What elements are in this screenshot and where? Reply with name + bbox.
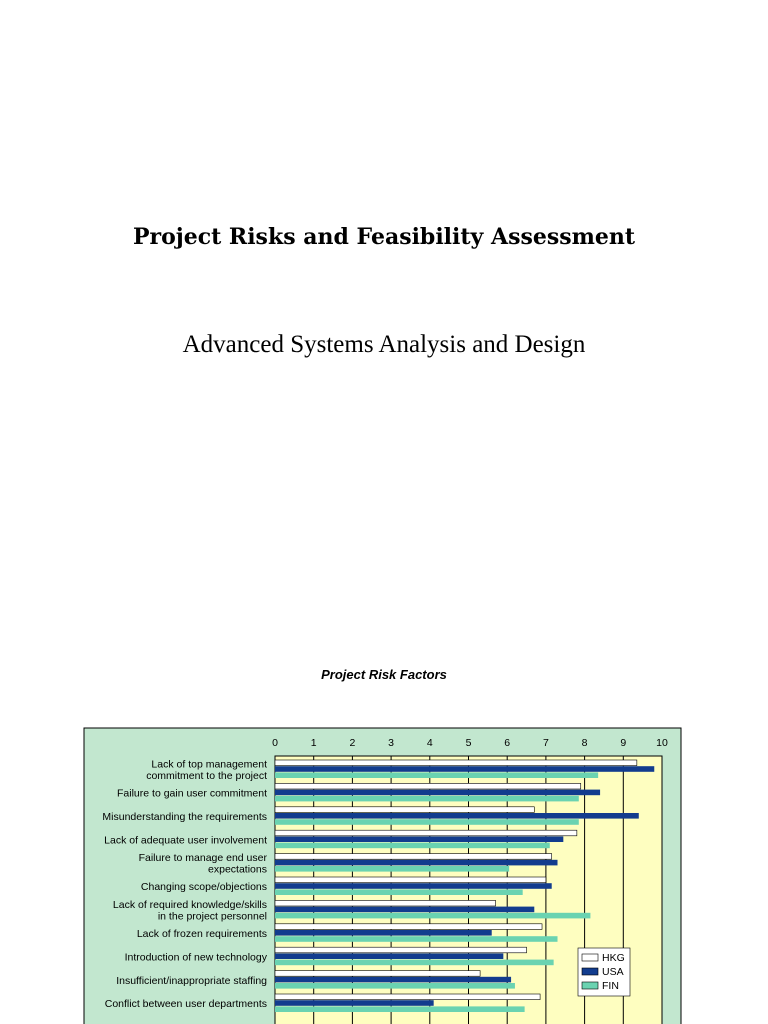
x-tick-label: 5	[465, 737, 472, 749]
bar-fin	[275, 843, 550, 849]
slide-title: Project Risks and Feasibility Assessment	[132, 224, 636, 250]
bar-fin	[275, 772, 598, 778]
category-label: Lack of frozen requirements	[136, 928, 267, 940]
bar-hkg	[275, 924, 542, 930]
x-tick-label: 7	[542, 737, 549, 749]
category-label: Introduction of new technology	[124, 951, 267, 964]
bar-usa	[275, 977, 511, 983]
slide-subtitle: Advanced Systems Analysis and Design	[182, 331, 586, 358]
bar-usa	[275, 907, 534, 913]
bar-usa	[275, 813, 639, 819]
bar-usa	[275, 836, 563, 842]
legend-swatch-usa	[582, 968, 598, 975]
category-label: Failure to gain user commitment	[117, 787, 267, 800]
chart-title: Project Risk Factors	[321, 667, 447, 682]
category-label: Failure to manage end user	[138, 852, 267, 865]
category-label: Conflict between user departments	[104, 998, 267, 1011]
category-label: Misunderstanding the requirements	[102, 811, 267, 823]
x-tick-label: 2	[349, 737, 356, 749]
bar-usa	[275, 930, 492, 936]
x-tick-label: 1	[310, 737, 317, 749]
bar-usa	[275, 766, 654, 772]
category-label: Lack of required knowledge/skills	[112, 898, 267, 911]
category-label: Insufficient/inappropriate staffing	[116, 974, 267, 987]
bar-hkg	[275, 830, 577, 836]
bar-hkg	[275, 994, 540, 1000]
legend-swatch-fin	[582, 982, 598, 989]
category-label: Lack of top management	[151, 758, 267, 771]
bar-fin	[275, 913, 590, 919]
bar-usa	[275, 883, 552, 889]
x-tick-label: 6	[504, 737, 511, 749]
category-label: in the project personnel	[157, 910, 267, 923]
legend-label-fin: FIN	[602, 980, 619, 992]
bar-fin	[275, 960, 554, 966]
bar-hkg	[275, 900, 496, 906]
bar-fin	[275, 1006, 525, 1012]
bar-fin	[275, 889, 523, 895]
bar-fin	[275, 983, 515, 989]
bar-fin	[275, 936, 558, 942]
x-tick-label: 8	[581, 737, 588, 749]
bar-fin	[275, 866, 509, 872]
bar-hkg	[275, 877, 546, 883]
bar-hkg	[275, 807, 534, 813]
x-tick-label: 3	[388, 737, 395, 749]
bar-fin	[275, 796, 579, 802]
category-label: commitment to the project	[146, 769, 267, 782]
bar-hkg	[275, 760, 637, 766]
category-label: Changing scope/objections	[140, 881, 267, 894]
x-tick-label: 10	[656, 737, 668, 749]
legend-label-hkg: HKG	[602, 952, 625, 964]
x-tick-label: 0	[272, 737, 278, 749]
bar-usa	[275, 1000, 434, 1006]
bar-hkg	[275, 947, 527, 953]
bar-hkg	[275, 854, 552, 860]
x-tick-label: 9	[620, 737, 627, 749]
legend-label-usa: USA	[602, 966, 624, 978]
bar-hkg	[275, 783, 581, 789]
legend-swatch-hkg	[582, 954, 598, 961]
bar-usa	[275, 953, 503, 959]
bar-fin	[275, 819, 579, 825]
bar-usa	[275, 860, 558, 866]
category-label: expectations	[208, 863, 267, 876]
x-tick-label: 4	[426, 737, 433, 749]
bar-usa	[275, 790, 600, 796]
category-label: Lack of adequate user involvement	[104, 834, 267, 847]
bar-hkg	[275, 971, 480, 977]
